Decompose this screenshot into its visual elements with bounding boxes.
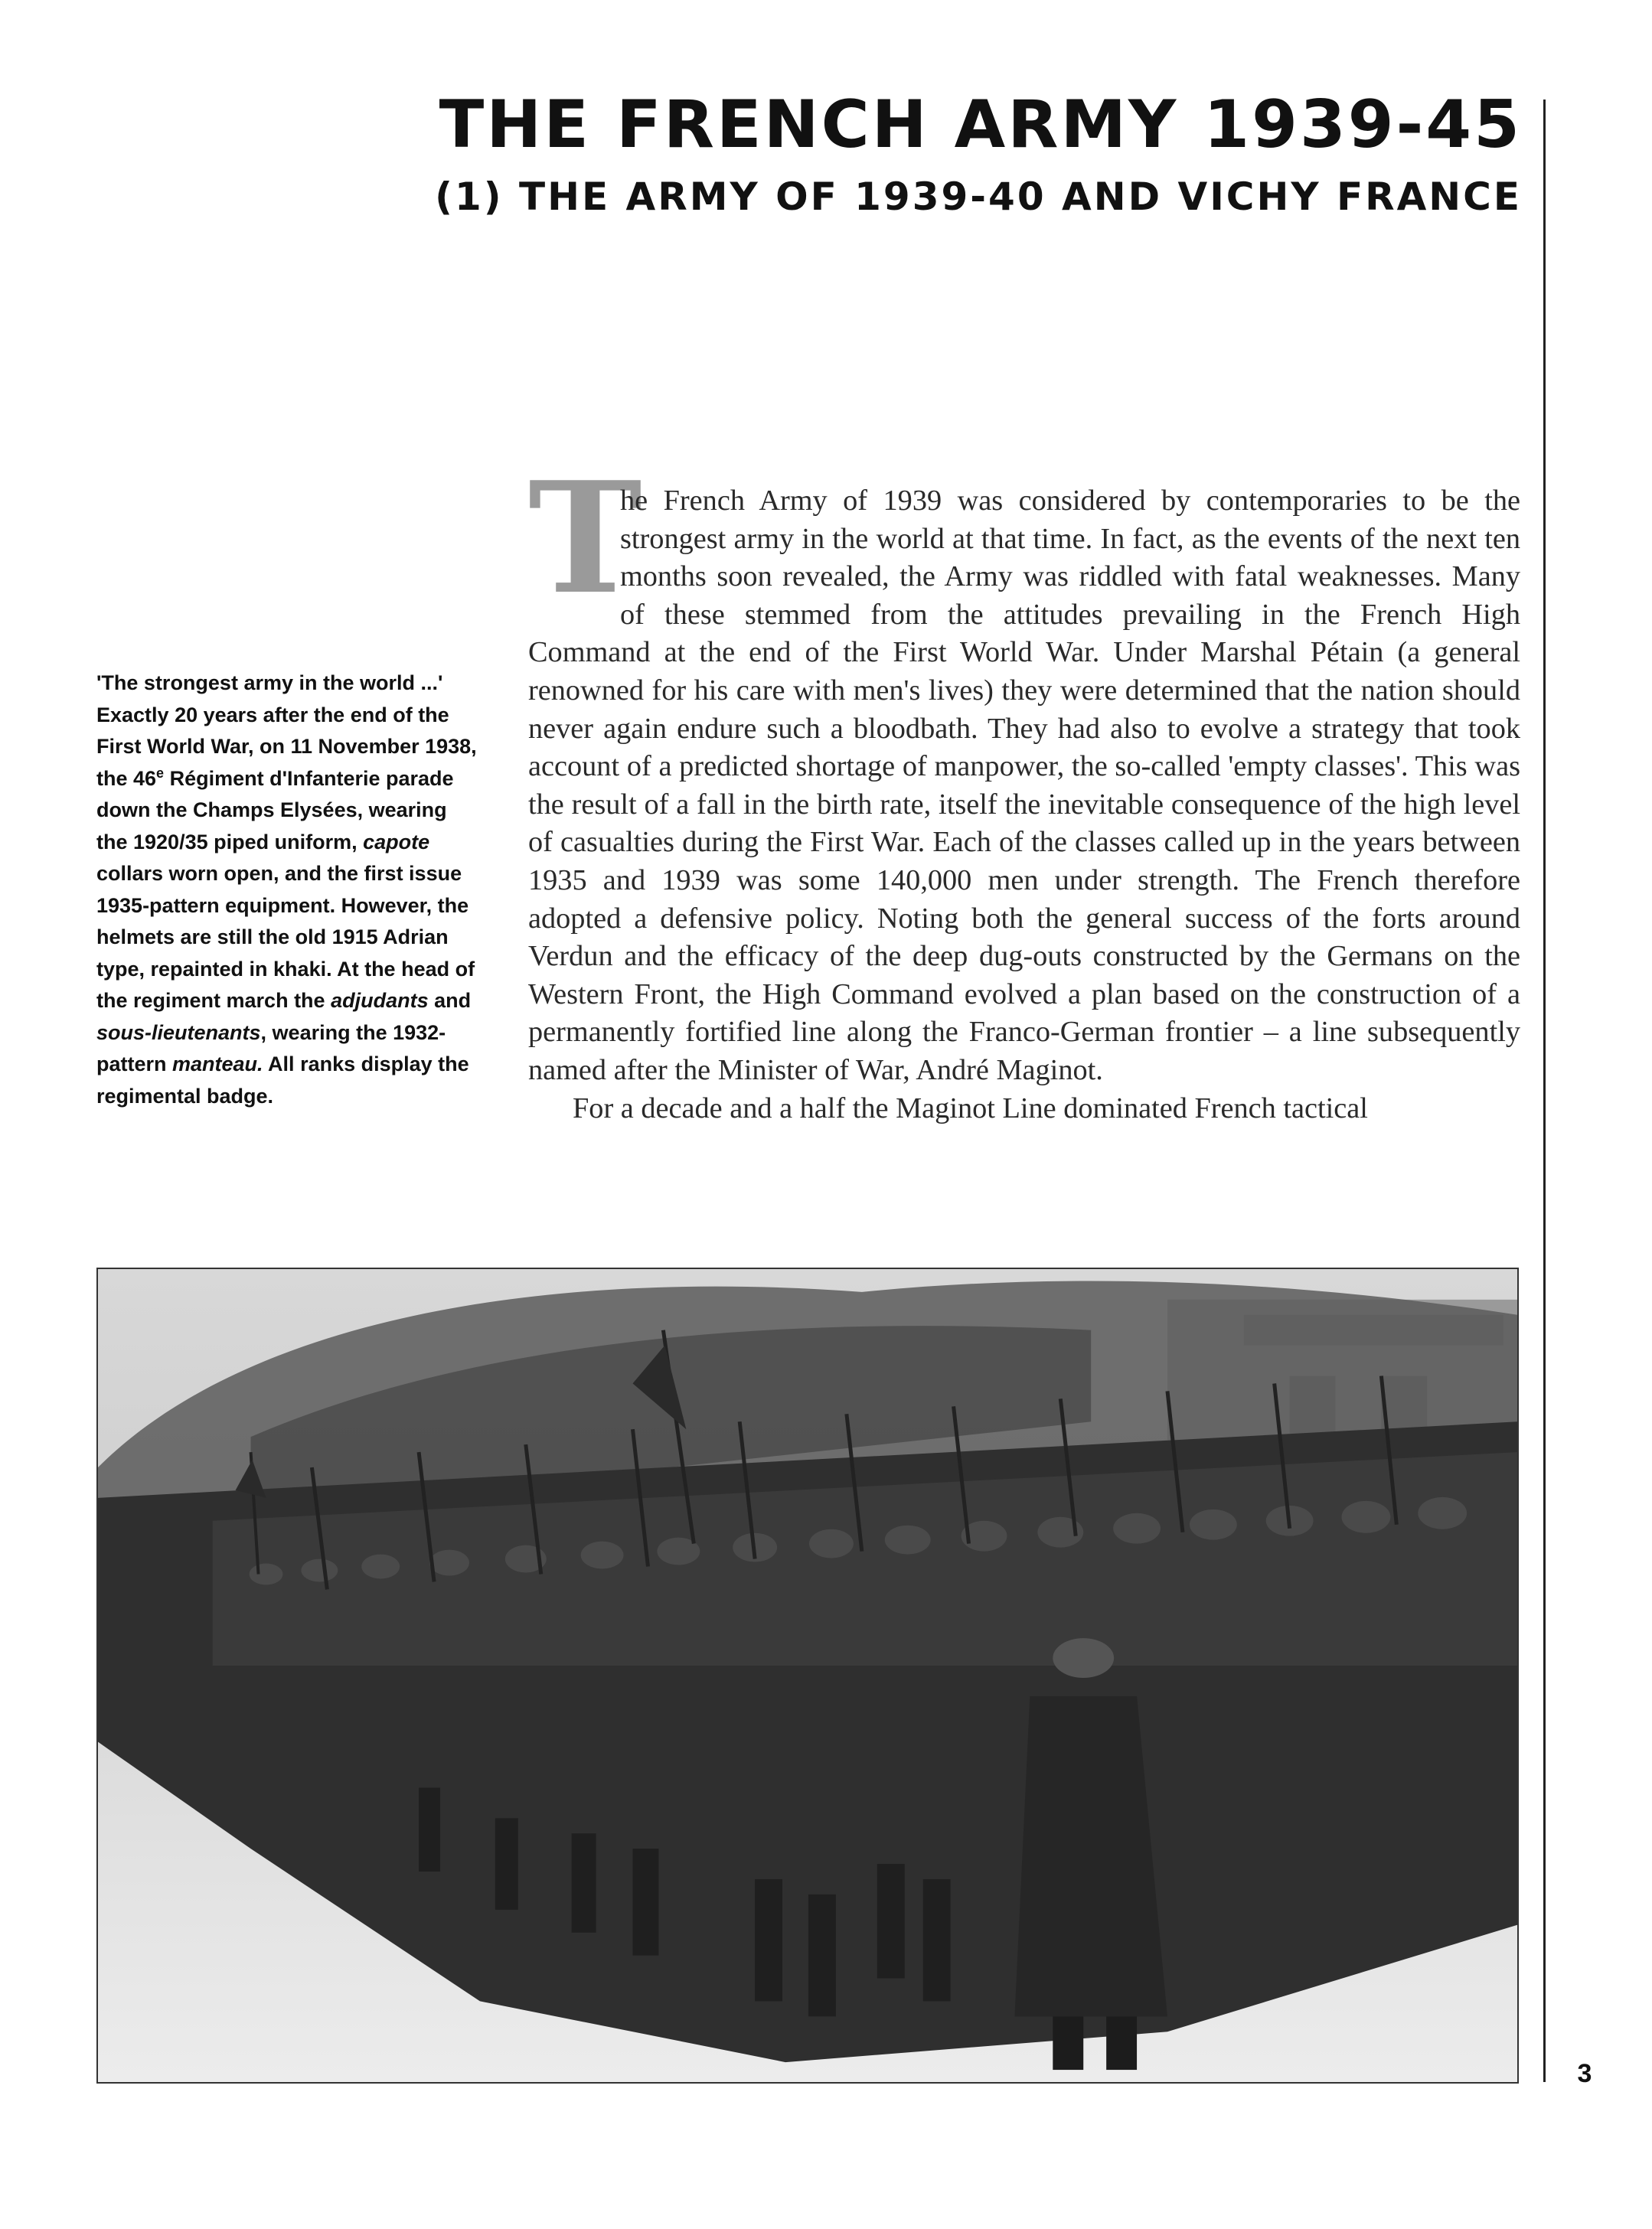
photo-caption (96, 667, 479, 1112)
caption-text-1: 'The strongest army in the world ...' Exactly 20 years after the end of the First World War, on 11 November 1938, the 46 (96, 671, 477, 790)
caption-text-4: and (428, 989, 472, 1012)
page-subtitle: (1) THE ARMY OF 1939-40 AND VICHY FRANCE (435, 175, 1522, 219)
caption-superscript: e (156, 765, 165, 781)
caption-text-6: All ranks display the regimental badge. (96, 1052, 469, 1108)
caption-italic-sous-lieutenants: sous-lieutenants (96, 1020, 261, 1044)
page-title: THE FRENCH ARMY 1939-45 (439, 86, 1522, 163)
caption-italic-capote: capote (363, 830, 430, 853)
body-paragraph-1-text: he French Army of 1939 was considered by contemporaries to be the strongest army in the world at that time. In fact, as the events of the next ten months soon revealed, the Army was riddled with fatal weaknesses. Many of these stemmed from the attitudes prevailing in the French High Command at the end of the First World War. Under Marshal Pétain (a general renowned for his care with men's lives) they were determined that the nation should never again endure such a bloodbath. They had also to evolve a strategy that took account of a predicted shortage of manpower, the so-called 'empty classes'. This was the result of a fall in the birth rate, itself the inevitable consequence of the high level of casualties during the First War. Each of the classes called up in the years between 1935 and 1939 was some 140,000 men under strength. The French therefore adopted a defensive policy. Noting both the general success of the forts around Verdun and the efficacy of the deep dug-outs constructed by the Germans on the Western Front, the High Command evolved a plan based on the construction of a permanently fortified line along the Franco-German frontier – a line subsequently named after the Minister of War, André Maginot. (528, 485, 1520, 1086)
article-body (528, 449, 1520, 1128)
margin-rule (1543, 100, 1546, 2082)
parade-photo-illustration (98, 1269, 1517, 2082)
page-number: 3 (1577, 2059, 1592, 2088)
caption-text-3: collars worn open, and the first issue 1935-pattern equipment. However, the helmets are still the old 1915 Adrian type, repainted in khaki. At the head of the regiment march the (96, 862, 475, 1012)
caption-italic-manteau: manteau. (172, 1052, 263, 1075)
caption-text-2: Régiment d'Infanterie parade down the Champs Elysées, wearing the 1920/35 piped uniform, (96, 766, 454, 853)
body-paragraph-1 (528, 449, 1520, 1090)
caption-italic-adjudants: adjudants (331, 989, 429, 1012)
caption-text-5: , wearing the 1932-pattern (96, 1020, 446, 1075)
parade-photograph (96, 1268, 1519, 2084)
body-paragraph-2: For a decade and a half the Maginot Line dominated French tactical (573, 1092, 1368, 1124)
drop-cap: T (528, 449, 642, 628)
